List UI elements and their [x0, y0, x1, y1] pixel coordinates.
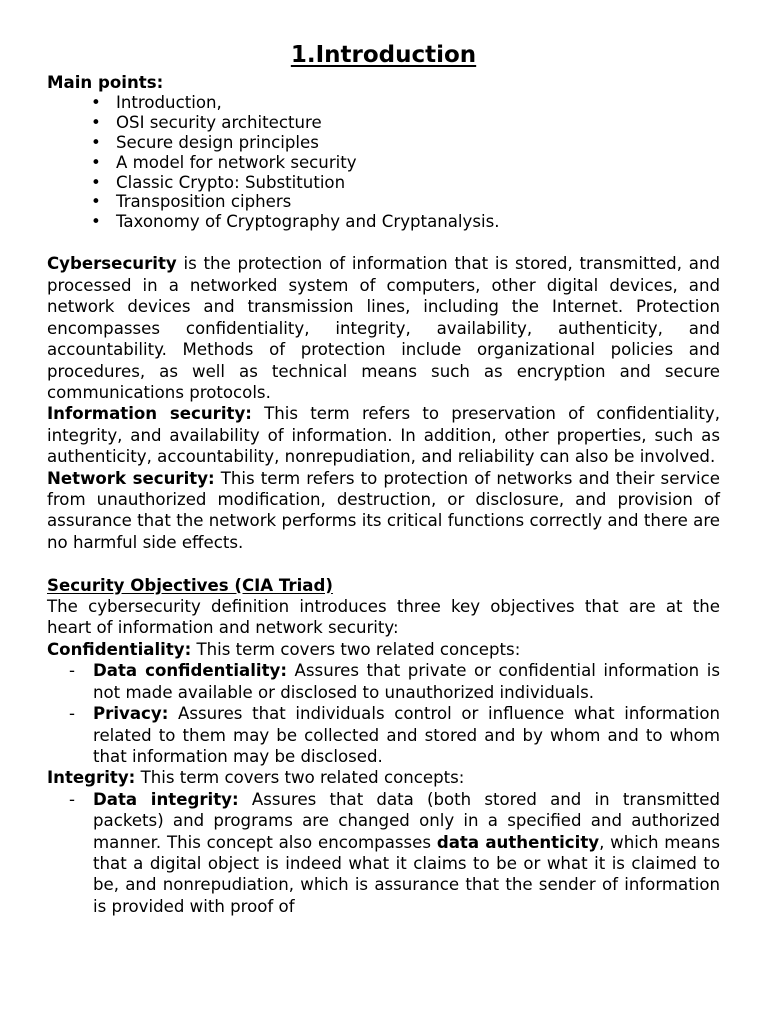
- list-item-text: A model for network security: [116, 152, 357, 172]
- information-security-paragraph: [47, 403, 720, 467]
- main-points-list: [47, 93, 720, 232]
- list-item-text: Classic Crypto: Substitution: [116, 172, 346, 192]
- list-item: [47, 660, 720, 703]
- dash-icon: -: [69, 661, 75, 681]
- confidentiality-paragraph: [47, 639, 720, 660]
- main-points-label: Main points:: [47, 73, 164, 92]
- list-item-text: Transposition ciphers: [116, 192, 292, 212]
- cybersecurity-paragraph: [47, 253, 720, 403]
- spacer: [47, 232, 720, 254]
- document-content: [47, 40, 720, 917]
- information-security-term: Information security:: [47, 404, 252, 424]
- confidentiality-text: This term covers two related concepts:: [191, 639, 521, 659]
- objectives-intro: The cybersecurity definition introduces three key objectives that are at the heart of information and network security:: [47, 597, 720, 638]
- dash-icon: -: [69, 704, 75, 724]
- bullet-icon: •: [91, 93, 101, 113]
- cybersecurity-term: Cybersecurity: [47, 254, 177, 274]
- page-title: 1.Introduction: [290, 42, 477, 68]
- network-security-paragraph: [47, 468, 720, 554]
- integrity-term: Integrity:: [47, 768, 136, 788]
- bullet-icon: •: [91, 192, 101, 212]
- bullet-icon: •: [91, 113, 101, 133]
- bullet-icon: •: [91, 172, 101, 192]
- integrity-text: This term covers two related concepts:: [135, 768, 465, 788]
- network-security-term: Network security:: [47, 468, 215, 488]
- dash-icon: -: [69, 789, 75, 809]
- list-item: [47, 113, 720, 133]
- list-item-text: Assures that individuals control or influence what information related to them may be collected and stored and by whom and to whom that information may be disclosed.: [93, 704, 720, 766]
- spacer: [47, 553, 720, 575]
- integrity-paragraph: [47, 767, 720, 788]
- list-item: [47, 133, 720, 153]
- integrity-list: [47, 789, 720, 917]
- cybersecurity-text: is the protection of information that is stored, transmitted, and processed in a networked system of computers, other digital devices, and network devices and transmission lines, including the Internet. Protection encompasses confidentiality, integrity, availability, authenticity, and accountability. Methods of protection include organizational policies and procedures, as well as technical means such as encryption and secure communications protocols.: [47, 254, 720, 402]
- list-item-text: Taxonomy of Cryptography and Cryptanalysis.: [116, 212, 500, 232]
- list-item-inline-term: data authenticity: [436, 832, 600, 852]
- list-item: [47, 703, 720, 767]
- list-item: [47, 173, 720, 193]
- list-item-text: Assures that private or confidential information is not made available or disclosed to unauthorized individuals.: [93, 661, 720, 702]
- list-item-text-continued: , which means that a digital object is indeed what it claims to be or what it is claimed to be, and nonrepudiation, which is assurance that the sender of information is provided with proof of: [93, 832, 721, 916]
- network-security-text: This term refers to protection of networks and their service from unauthorized modification, destruction, or disclosure, and provision of assurance that the network performs its critical functions correctly and there are no harmful side effects.: [47, 468, 720, 552]
- bullet-icon: •: [91, 133, 101, 152]
- bullet-icon: •: [91, 152, 101, 172]
- list-item: [47, 93, 720, 113]
- list-item-term: Data integrity:: [93, 789, 239, 809]
- list-item-text: Introduction,: [116, 93, 222, 113]
- confidentiality-list: [47, 660, 720, 767]
- list-item: [47, 789, 720, 917]
- list-item: [47, 212, 720, 232]
- list-item-term: Privacy:: [93, 704, 169, 724]
- information-security-text: This term refers to preservation of confidentiality, integrity, and availability of information. In addition, other properties, such as authenticity, accountability, nonrepudiation, and reliability can also be involved.: [47, 404, 721, 467]
- list-item-text: Secure design principles: [116, 133, 319, 152]
- list-item: [47, 192, 720, 212]
- list-item-term: Data confidentiality:: [93, 661, 288, 681]
- section-heading: Security Objectives (CIA Triad): [47, 575, 333, 595]
- list-item-text: OSI security architecture: [116, 113, 322, 133]
- bullet-icon: •: [91, 212, 101, 232]
- list-item: [47, 153, 720, 173]
- confidentiality-term: Confidentiality:: [47, 639, 192, 659]
- list-item-text: Assures that data (both stored and in transmitted packets) and programs are changed only in a specified and authorized manner. This concept also encompasses: [93, 789, 721, 852]
